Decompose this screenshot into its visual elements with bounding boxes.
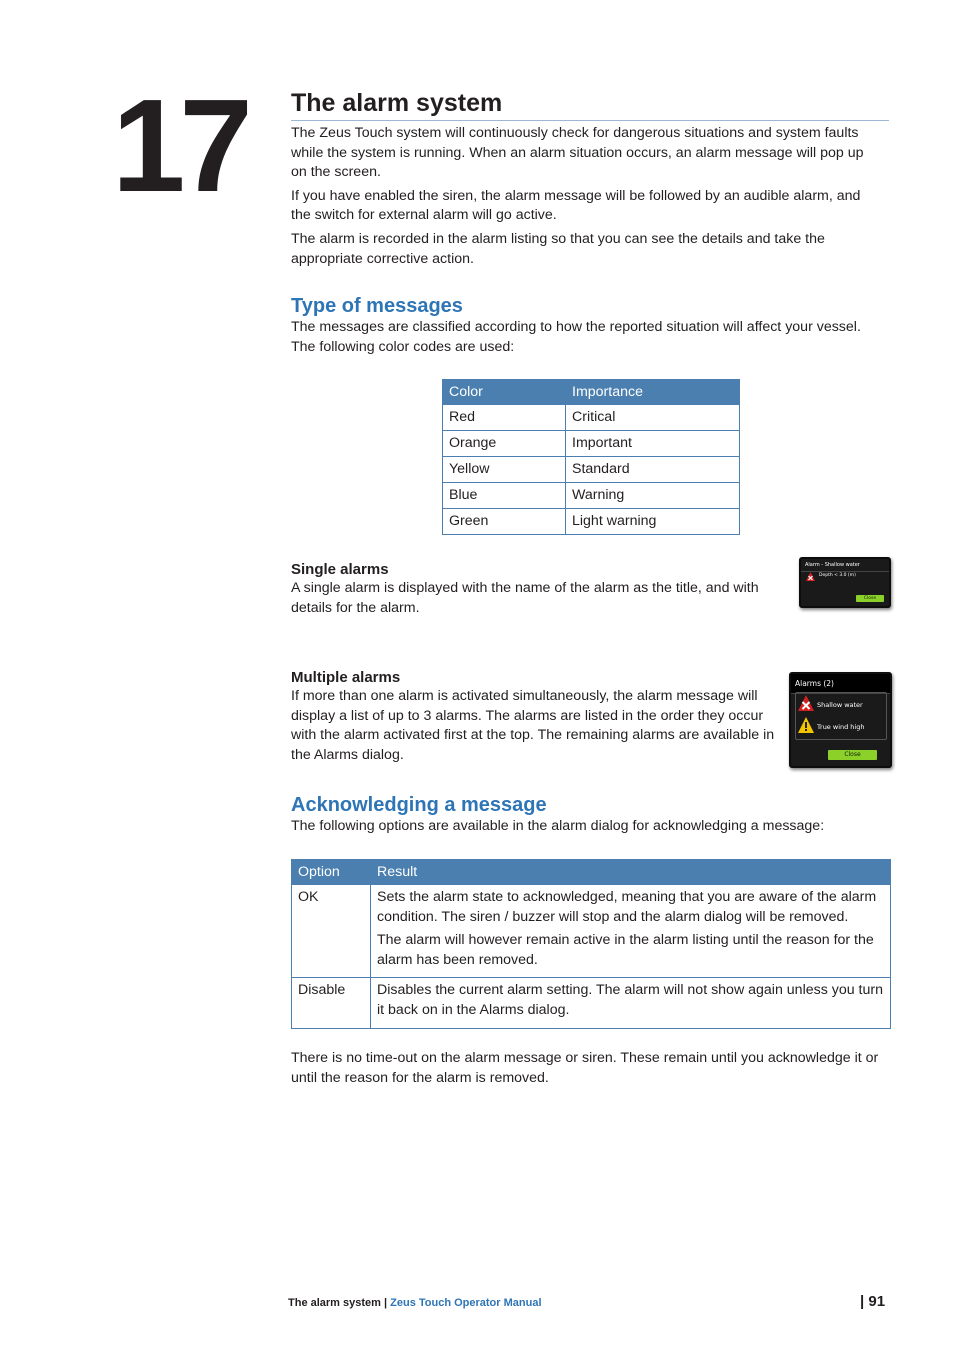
table-row <box>443 509 740 535</box>
multiple-alarms-section <box>291 669 776 769</box>
single-alarms-section <box>291 561 776 622</box>
ack-options-table <box>291 859 891 1029</box>
section-heading: Acknowledging a message <box>291 794 547 816</box>
footer-manual: Zeus Touch Operator Manual <box>390 1297 542 1309</box>
table-header: Importance <box>566 380 740 405</box>
color-codes-table <box>442 379 740 535</box>
table-cell: Standard <box>566 457 740 483</box>
table-cell: Blue <box>443 483 566 509</box>
ack-text: The following options are available in the alarm dialog for acknowledging a message: <box>291 818 825 834</box>
intro-paragraph: The alarm is recorded in the alarm listing so that you can see the details and take the appropriate corrective action. <box>291 230 825 267</box>
table-row <box>292 885 891 978</box>
table-row <box>443 483 740 509</box>
table-row <box>292 978 891 1028</box>
table-cell: Warning <box>566 483 740 509</box>
chapter-number: 17 <box>112 72 247 219</box>
single-alarms-text: A single alarm is displayed with the name of the alarm as the title, and with details for the alarm. <box>291 580 759 616</box>
table-cell: Light warning <box>566 509 740 535</box>
alarm-list-item: True wind high <box>817 723 865 731</box>
result-paragraph: Disables the current alarm setting. The alarm will not show again unless you turn it back on in the Alarms dialog. <box>377 982 884 1018</box>
table-header: Color <box>443 380 566 405</box>
page-number: | 91 <box>860 1293 886 1310</box>
close-button[interactable]: Close <box>856 595 884 602</box>
ack-section <box>291 793 881 841</box>
section-heading: Type of messages <box>291 295 463 317</box>
table-cell: Disable <box>292 978 371 1028</box>
intro-paragraph: The Zeus Touch system will continuously check for dangerous situations and system faults while the system is running. When an alarm situation occurs, an alarm message will pop up on the screen. <box>291 125 864 181</box>
table-cell <box>371 885 891 978</box>
table-header: Result <box>371 860 891 885</box>
table-cell: Important <box>566 431 740 457</box>
table-cell: OK <box>292 885 371 978</box>
result-paragraph: The alarm will however remain active in the alarm listing until the reason for the alarm has been removed. <box>377 932 874 968</box>
closing-section <box>291 1049 891 1092</box>
closing-text: There is no time-out on the alarm message or siren. These remain until you acknowledge it or until the reason for the alarm is removed. <box>291 1050 879 1086</box>
alarm-dialog-title: Alarms (2) <box>791 674 890 694</box>
table-row <box>443 405 740 431</box>
alarm-list-item: Shallow water <box>817 701 863 709</box>
multiple-alarms-screenshot <box>789 672 892 768</box>
close-button[interactable]: Close <box>828 750 877 760</box>
alarm-warning-icon <box>798 717 814 735</box>
intro-paragraph: If you have enabled the siren, the alarm message will be followed by an audible alarm, and the switch for external alarm will go active. <box>291 187 861 224</box>
table-cell: Orange <box>443 431 566 457</box>
table-cell: Green <box>443 509 566 535</box>
table-cell <box>371 978 891 1028</box>
alarm-critical-icon <box>798 695 814 713</box>
table-cell: Yellow <box>443 457 566 483</box>
alarm-critical-icon <box>806 572 815 582</box>
types-text: The messages are classified according to how the reported situation will affect your vessel. The following color codes are used: <box>291 319 861 355</box>
chapter-title: The alarm system <box>291 88 889 121</box>
alarm-dialog-title: Alarm - Shallow water <box>801 559 889 572</box>
table-cell: Critical <box>566 405 740 431</box>
alarm-detail: Depth < 3.0 (m) <box>819 573 856 578</box>
single-alarm-screenshot <box>799 557 891 608</box>
footer-separator: | <box>380 1297 391 1309</box>
footer-section: The alarm system <box>288 1297 381 1309</box>
table-header: Option <box>292 860 371 885</box>
subsection-heading: Multiple alarms <box>291 669 401 686</box>
multiple-alarms-text: If more than one alarm is activated simultaneously, the alarm message will display a list of up to 3 alarms. The alarms are listed in the order they occur with the alarm activated first at the top. The remaining alarms are available in the Alarms dialog. <box>291 688 775 763</box>
subsection-heading: Single alarms <box>291 561 389 578</box>
footer <box>288 1297 542 1309</box>
intro-section <box>291 124 881 273</box>
table-cell: Red <box>443 405 566 431</box>
result-paragraph: Sets the alarm state to acknowledged, meaning that you are aware of the alarm condition. The siren / buzzer will stop and the alarm dialog will be removed. <box>377 889 877 925</box>
table-row <box>443 431 740 457</box>
types-section <box>291 294 881 361</box>
table-row <box>443 457 740 483</box>
